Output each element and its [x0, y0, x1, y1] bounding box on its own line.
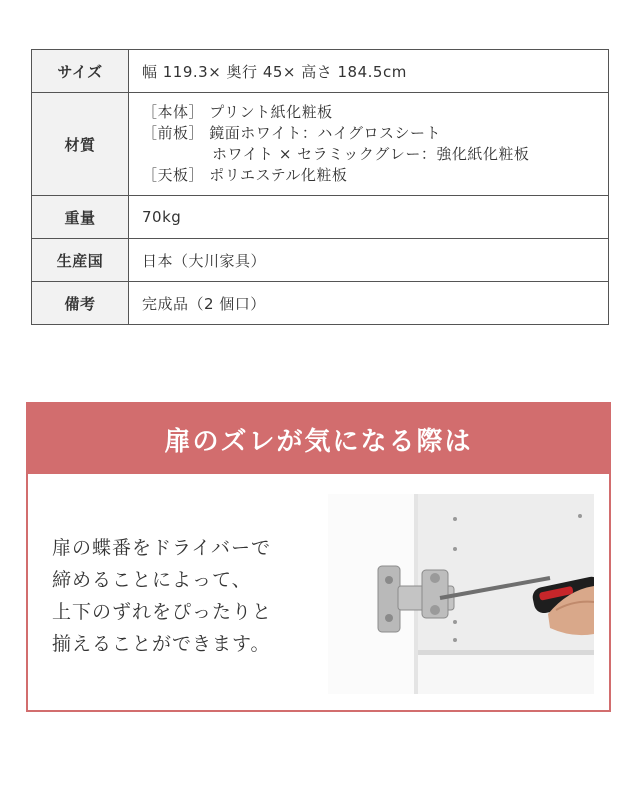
- material-label: 材質: [32, 93, 129, 196]
- spec-table: [31, 49, 609, 325]
- material-body: ［本体］ プリント紙化粧板: [142, 103, 333, 121]
- origin-value: 日本（大川家具）: [129, 239, 609, 282]
- notes-value: 完成品（2 個口）: [129, 282, 609, 325]
- table-row: [32, 196, 609, 239]
- origin-label: 生産国: [32, 239, 129, 282]
- feature-line: 締めることによって、: [52, 569, 252, 591]
- feature-line: 扉の蝶番をドライバーで: [52, 537, 272, 559]
- material-top: ［天板］ ポリエステル化粧板: [142, 166, 348, 184]
- feature-box: [26, 402, 611, 712]
- size-value: 幅 119.3× 奥行 45× 高さ 184.5cm: [129, 50, 609, 93]
- table-row: [32, 50, 609, 93]
- feature-description: [52, 532, 332, 660]
- hinge-screwdriver-photo: [328, 494, 594, 694]
- table-row: [32, 93, 609, 196]
- weight-value: 70kg: [129, 196, 609, 239]
- material-value: [129, 93, 609, 196]
- notes-label: 備考: [32, 282, 129, 325]
- table-row: [32, 282, 609, 325]
- feature-line: 揃えることができます。: [52, 633, 271, 655]
- feature-line: 上下のずれをぴったりと: [52, 601, 273, 623]
- material-front-alt: ホワイト × セラミックグレー：強化紙化粧板: [212, 145, 530, 163]
- table-row: [32, 239, 609, 282]
- size-label: サイズ: [32, 50, 129, 93]
- weight-label: 重量: [32, 196, 129, 239]
- material-front: ［前板］ 鏡面ホワイト：ハイグロスシート: [142, 124, 442, 142]
- feature-title: 扉のズレが気になる際は: [28, 404, 609, 474]
